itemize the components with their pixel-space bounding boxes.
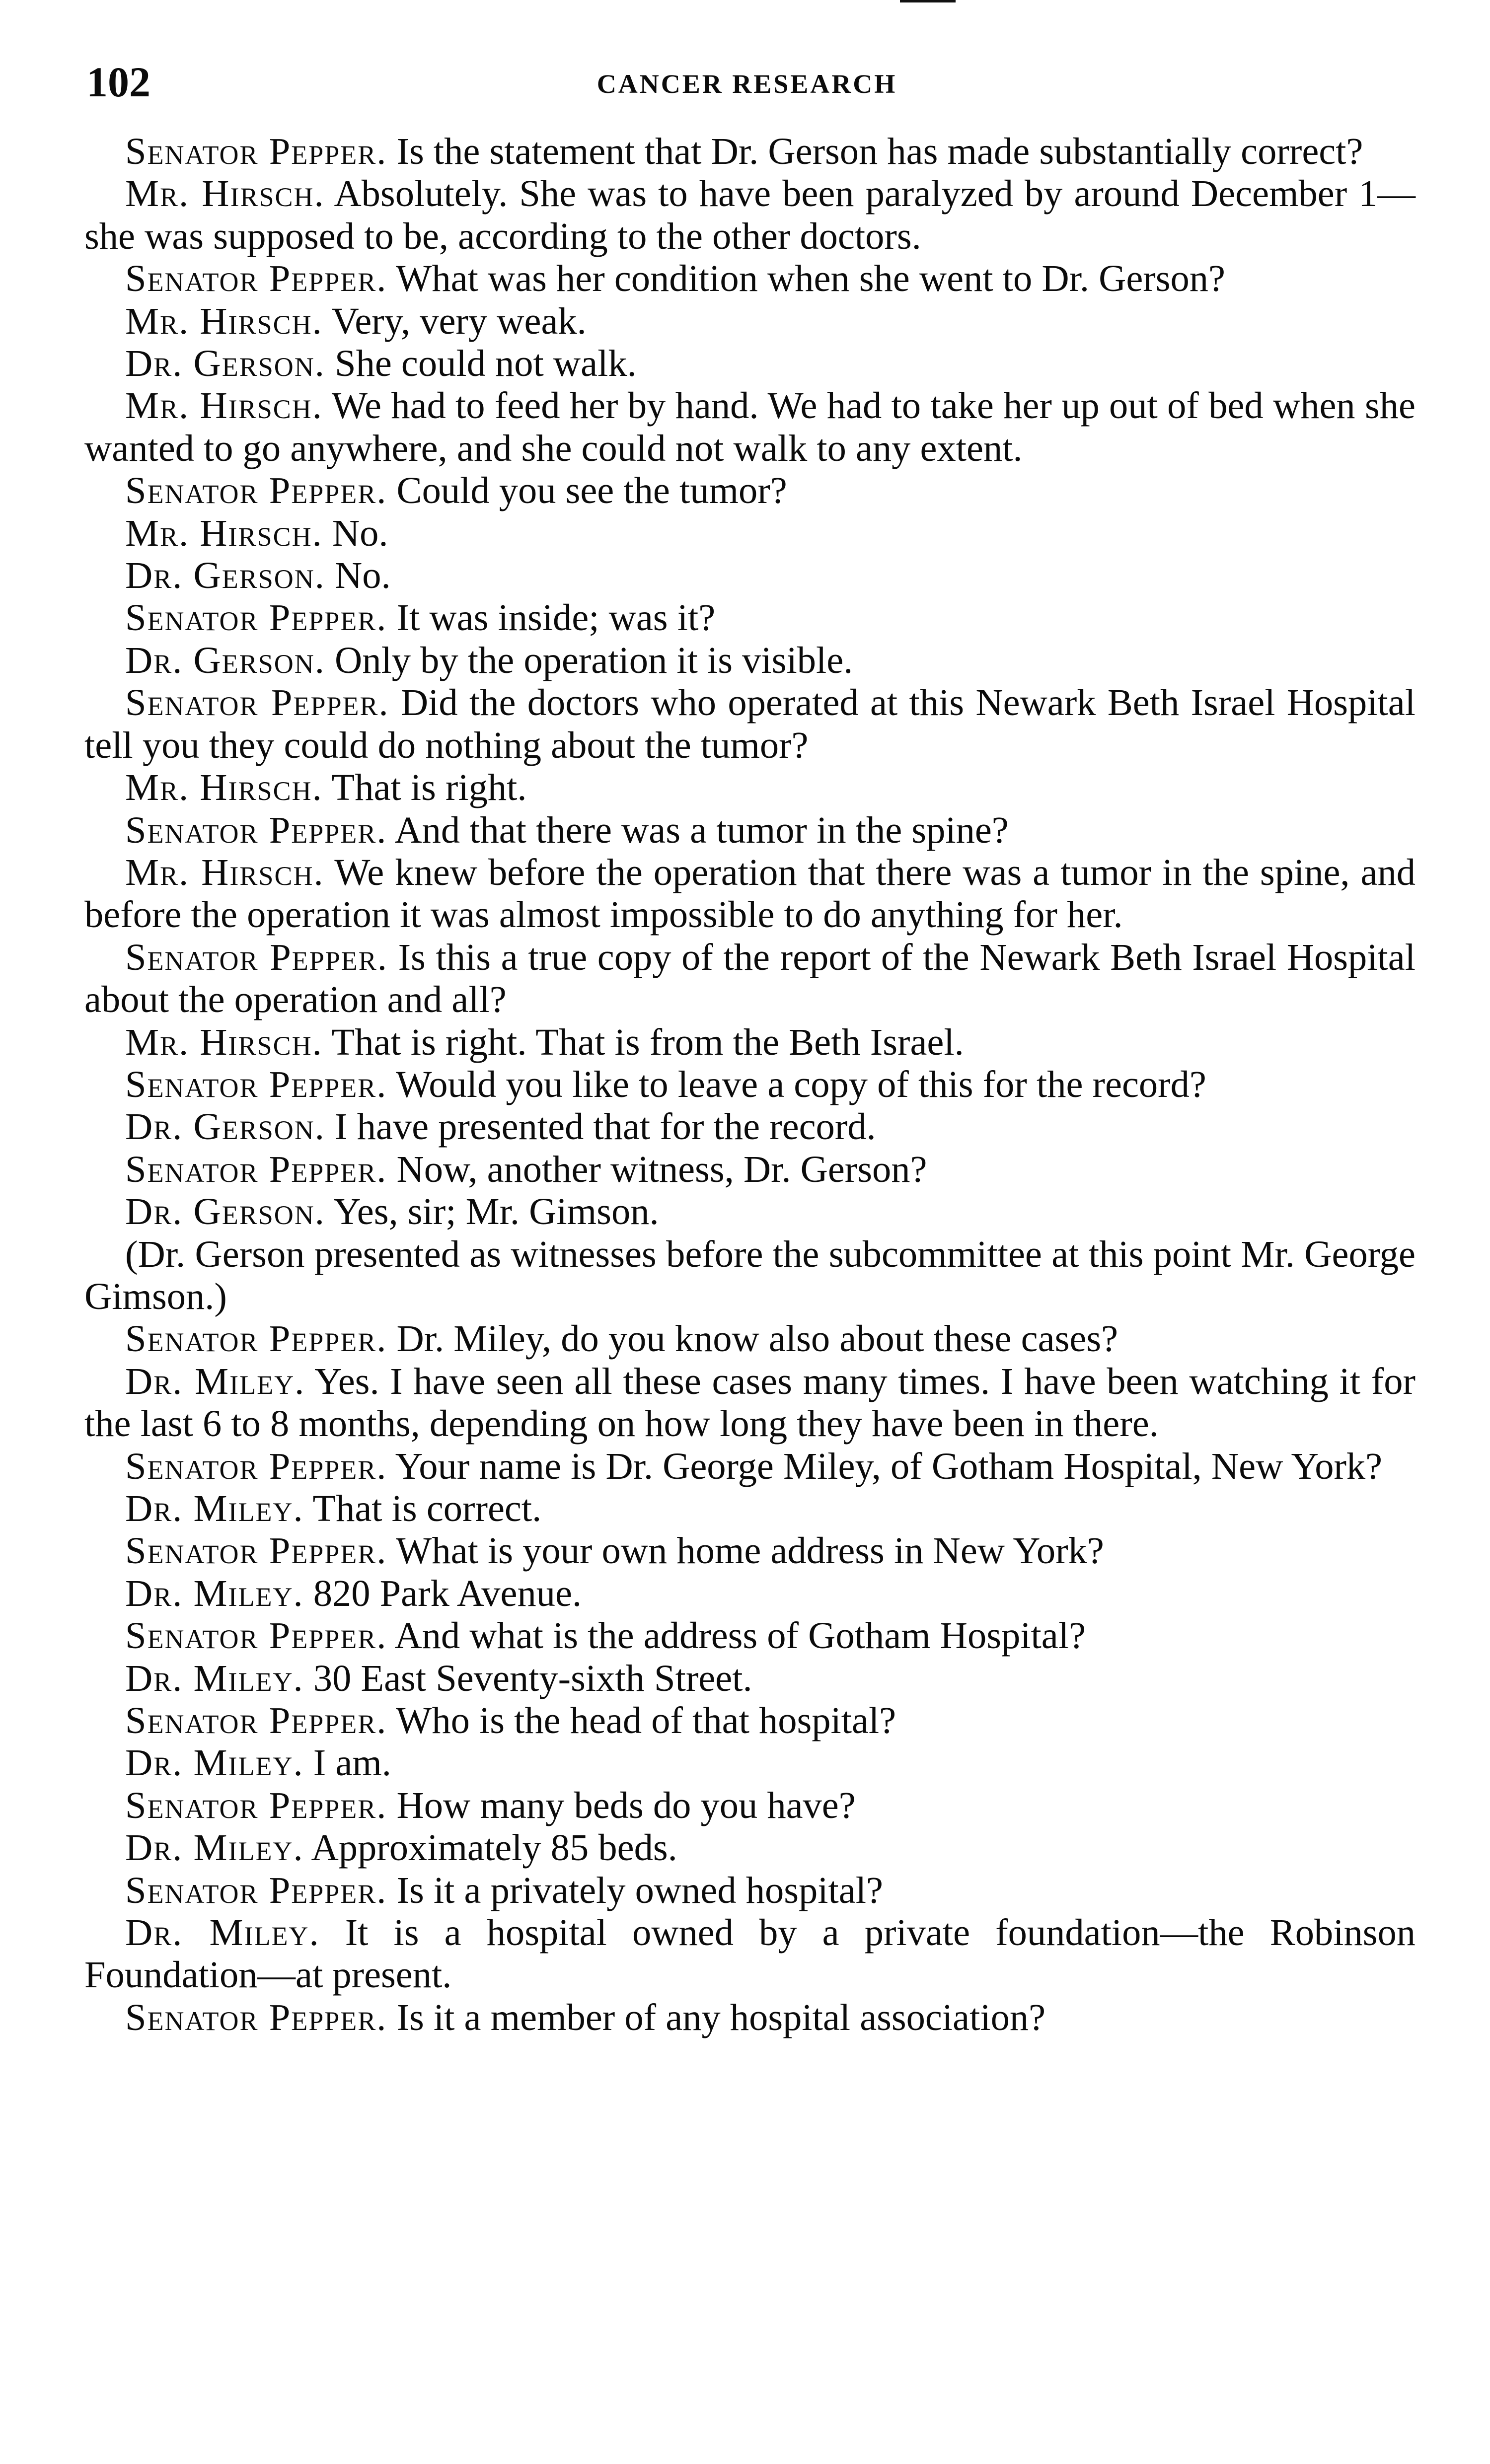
speaker-name: Senator Pepper. (125, 1996, 387, 2038)
speaker-name: Senator Pepper. (125, 1063, 387, 1105)
speaker-name: Dr. Gerson. (125, 342, 325, 385)
transcript-paragraph (84, 300, 1416, 342)
speech-text: 30 East Seventy-sixth Street. (303, 1657, 752, 1699)
speaker-name: Senator Pepper. (125, 1699, 387, 1742)
transcript-paragraph (84, 1063, 1416, 1105)
speech-text: It is a hospital owned by a private foundation—the Robinson Foundation—at present. (84, 1911, 1416, 1996)
page-number: 102 (86, 58, 150, 106)
transcript-paragraph (84, 512, 1416, 554)
speaker-name: Mr. Hirsch. (125, 766, 323, 809)
speech-text: Did the doctors who operated at this Newark Beth Israel Hospital tell you they could do nothing about the tumor? (84, 681, 1416, 766)
running-head: CANCER RESEARCH (596, 69, 897, 99)
speaker-name: Senator Pepper. (125, 596, 387, 639)
speech-text: It was inside; was it? (387, 596, 716, 639)
speaker-name: Senator Pepper. (125, 1445, 387, 1487)
speaker-name: Mr. Hirsch. (125, 299, 323, 342)
transcript-paragraph (84, 384, 1416, 469)
speaker-name: Senator Pepper. (125, 130, 387, 172)
speaker-name: Dr. Gerson. (125, 1105, 325, 1148)
speech-text: Approximately 85 beds. (303, 1826, 677, 1869)
speaker-name: Mr. Hirsch. (125, 511, 323, 554)
speech-text: I am. (303, 1741, 391, 1784)
speaker-name: Dr. Gerson. (125, 1190, 325, 1233)
speaker-name: Senator Pepper. (125, 1529, 387, 1572)
speaker-name: Dr. Gerson. (125, 639, 325, 681)
transcript-paragraph (84, 1445, 1416, 1487)
transcript-paragraph (84, 1317, 1416, 1360)
speech-text: Absolutely. She was to have been paralyzed by around December 1—she was supposed to be, according to the other doctors. (84, 172, 1416, 257)
speaker-name: Dr. Miley. (125, 1487, 304, 1529)
speech-text: No. (322, 511, 388, 554)
speech-text: How many beds do you have? (387, 1784, 856, 1826)
top-rule (900, 0, 956, 2)
transcript-body (84, 130, 1416, 2038)
speech-text: Now, another witness, Dr. Gerson? (387, 1148, 927, 1190)
speaker-name: Senator Pepper. (125, 1784, 387, 1826)
transcript-paragraph (84, 1360, 1416, 1445)
speech-text: No. (325, 554, 391, 597)
speech-text: 820 Park Avenue. (303, 1572, 582, 1614)
speaker-name: Senator Pepper. (125, 808, 387, 851)
speaker-name: Senator Pepper. (125, 469, 387, 512)
speech-text: We had to feed her by hand. We had to take her up out of bed when she wanted to go anywhere, and she could not walk to any extent. (84, 384, 1416, 469)
speaker-name: Dr. Miley. (125, 1826, 304, 1869)
speaker-name: Senator Pepper. (125, 257, 387, 300)
speech-text: I have presented that for the record. (325, 1105, 876, 1148)
transcript-paragraph (84, 257, 1416, 299)
transcript-paragraph (84, 1826, 1416, 1869)
speech-text: And that there was a tumor in the spine? (387, 808, 1009, 851)
transcript-paragraph (84, 1657, 1416, 1699)
speech-text: Is it a privately owned hospital? (387, 1869, 883, 1911)
transcript-paragraph (84, 681, 1416, 766)
page-header (86, 50, 1408, 114)
speech-text: Yes. I have seen all these cases many times. I have been watching it for the last 6 to 8 months, depending on how long they have been in there. (84, 1360, 1416, 1445)
speaker-name: Dr. Miley. (125, 1741, 304, 1784)
speech-text: Your name is Dr. George Miley, of Gotham Hospital, New York? (387, 1445, 1383, 1487)
transcript-paragraph (84, 469, 1416, 511)
transcript-paragraph (84, 1190, 1416, 1232)
transcript-paragraph (84, 936, 1416, 1021)
speaker-name: Mr. Hirsch. (125, 384, 323, 427)
speech-text: Is this a true copy of the report of the Newark Beth Israel Hospital about the operation and all? (84, 936, 1416, 1021)
transcript-paragraph (84, 130, 1416, 172)
transcript-paragraph (84, 1487, 1416, 1529)
transcript-paragraph (84, 1741, 1416, 1784)
speech-text: Yes, sir; Mr. Gimson. (325, 1190, 659, 1233)
speech-text: What was her condition when she went to Dr. Gerson? (387, 257, 1225, 300)
speech-text: Very, very weak. (322, 299, 587, 342)
speaker-name: Dr. Gerson. (125, 554, 325, 597)
speaker-name: Dr. Miley. (125, 1657, 304, 1699)
speaker-name: Mr. Hirsch. (125, 851, 324, 893)
speech-text: We knew before the operation that there was a tumor in the spine, and before the operation it was almost impossible to do anything for her. (84, 851, 1416, 936)
transcript-paragraph (84, 1869, 1416, 1911)
transcript-paragraph (84, 1105, 1416, 1148)
transcript-paragraph (84, 172, 1416, 257)
transcript-paragraph (84, 1784, 1416, 1826)
speech-text: That is right. That is from the Beth Israel. (322, 1020, 964, 1063)
speaker-name: Senator Pepper. (125, 936, 388, 978)
speech-text: Could you see the tumor? (387, 469, 787, 512)
transcript-paragraph (84, 1148, 1416, 1190)
speech-text: Only by the operation it is visible. (325, 639, 853, 681)
speaker-name: Senator Pepper. (125, 1317, 387, 1360)
transcript-paragraph (84, 1021, 1416, 1063)
speech-text: Is the statement that Dr. Gerson has made substantially correct? (387, 130, 1363, 172)
transcript-paragraph (84, 596, 1416, 639)
speaker-name: Mr. Hirsch. (125, 1020, 323, 1063)
transcript-paragraph (84, 1572, 1416, 1614)
transcript-paragraph (84, 1699, 1416, 1741)
speaker-name: Senator Pepper. (125, 1148, 387, 1190)
speech-text: Would you like to leave a copy of this for the record? (387, 1063, 1206, 1105)
speaker-name: Dr. Miley. (125, 1572, 304, 1614)
transcript-paragraph (84, 342, 1416, 384)
speaker-name: Dr. Miley. (125, 1911, 320, 1954)
transcript-paragraph (84, 851, 1416, 936)
transcript-paragraph (84, 1233, 1416, 1318)
transcript-paragraph (84, 1911, 1416, 1996)
transcript-paragraph (84, 639, 1416, 681)
speaker-name: Dr. Miley. (125, 1360, 305, 1402)
speech-text: And what is the address of Gotham Hospital? (387, 1614, 1086, 1657)
speech-text: What is your own home address in New York? (387, 1529, 1104, 1572)
speech-text: That is correct. (303, 1487, 542, 1529)
transcript-paragraph (84, 809, 1416, 851)
speaker-name: Mr. Hirsch. (125, 172, 325, 215)
speech-text: Is it a member of any hospital association? (387, 1996, 1046, 2038)
transcript-paragraph (84, 1996, 1416, 2038)
speech-text: (Dr. Gerson presented as witnesses before the subcommittee at this point Mr. George Gimson.) (84, 1232, 1416, 1317)
speech-text: Who is the head of that hospital? (387, 1699, 896, 1742)
transcript-paragraph (84, 554, 1416, 596)
transcript-paragraph (84, 1614, 1416, 1657)
speech-text: That is right. (322, 766, 527, 809)
speech-text: She could not walk. (325, 342, 637, 385)
speech-text: Dr. Miley, do you know also about these cases? (387, 1317, 1118, 1360)
speaker-name: Senator Pepper. (125, 1614, 387, 1657)
speaker-name: Senator Pepper. (125, 1869, 387, 1911)
transcript-paragraph (84, 766, 1416, 808)
speaker-name: Senator Pepper. (125, 681, 389, 724)
transcript-paragraph (84, 1529, 1416, 1572)
